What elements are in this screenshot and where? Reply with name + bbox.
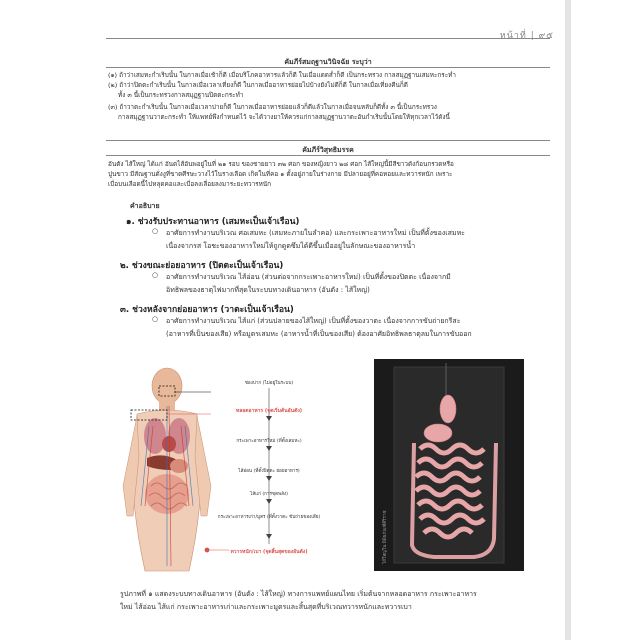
bullet-icon: ○ xyxy=(152,271,159,279)
item-title-1: ๑. ช่วงรับประทานอาหาร (เสมหะเป็นเจ้าเรือน) xyxy=(126,217,300,227)
section-rule xyxy=(106,67,550,68)
text-line: (๒) ถ้าว่าปิตตะกำเริบนั้น ในกาลเมื่อเวลาเที่ยงก็ดี ในกาลเมื่ออาหารย่อยไปบ้างยังไม่ดีก็ดี ในกาลเมื่อเที่ยงคืนก็ดี xyxy=(108,81,408,89)
flow-step-anus: ทวารหนัก/เบา (จุดสิ้นสุดของอันตัง) xyxy=(230,549,308,555)
item-title-2: ๒. ช่วงขณะย่อยอาหาร (ปิตตะเป็นเจ้าเรือน) xyxy=(120,261,284,271)
figure-caption-line: ใหม่ ไส้อ่อน ไส้แก่ กระเพาะอาหารเก่าและกระเพาะมูตรและสิ้นสุดที่บริเวณทวารหนักและทวารเบา xyxy=(120,603,412,611)
item-line: (อาหารที่เป็นของเสีย) หรือมูตรเสมหะ (อาหารน้ำที่เป็นของเสีย) ต้องอาศัยอิทธิพลธาตุลมในการขับออก xyxy=(166,330,472,338)
photo-caption: ไส้ใหญ่ใน พิพิธภัณฑ์ศิริราช xyxy=(383,510,388,564)
arrow-icon xyxy=(266,416,272,421)
intestine-specimen-photo xyxy=(374,359,524,571)
flow-step-mouth: ช่องปาก (ไม่อยู่ในระบบ) xyxy=(244,381,294,386)
item-line: อาศัยการทำงานบริเวณ ไส้อ่อน (ส่วนต่อจากกระเพาะอาหารใหม่) เป็นที่ตั้งของปิตตะ เนื่องจากมี xyxy=(166,273,451,281)
item-line: อิทธิพลของธาตุไฟมากที่สุดในระบบทางเดินอาหาร (อันตัง : ไส้ใหญ่) xyxy=(166,286,370,294)
text-line: ปูนขาว มีสัณฐานดั่งงูที่ขาดศีรษะวางไว้ในรางเลือด เกิดในที่คอ ๑ ตั้งอยู่ภายในร่างกาย มีปลายอยู่ที่คอหอยและทวารหนัก เพราะ xyxy=(108,170,453,178)
item-title-3: ๓. ช่วงหลังจากย่อยอาหาร (วาตะเป็นเจ้าเรือน) xyxy=(120,305,294,315)
section-title-samuthan: คัมภีร์สมฤฐานวินิจฉัย ระบุว่า xyxy=(284,58,372,66)
section-title-visuddhimagga: คัมภีร์วิสุทธิมรรค xyxy=(302,146,354,154)
section-rule xyxy=(106,140,550,141)
text-line: เบื่อบนเลือดนี้ไปหลุดคอและเบื่อลงเลื่อยลงมาระยะทวารหนัก xyxy=(108,180,272,188)
section-rule xyxy=(106,155,550,156)
text-line: ทั้ง ๓ นี้เป็นกระทรวงกาลสมุฏฐานปิตตะกระทำ xyxy=(118,91,244,99)
bullet-icon: ○ xyxy=(152,315,159,323)
text-line: (๓) ถ้าวาตะกำเริบนั้น ในกาลเมื่อเวลาบ่ายก็ดี ในกาลเมื่ออาหารย่อยแล้วก็ดีแล้วในกาลเมื่อจนหลับก็ดีทั้ง ๓ นี้เป็นกระทรวง xyxy=(108,103,437,111)
item-line: อาศัยการทำงานบริเวณ ไส้แก่ (ส่วนปลายของไส้ใหญ่) เป็นที่ตั้งของวาตะ เนื่องจากการขับถ่ายกรีสะ xyxy=(166,317,461,325)
arrow-icon xyxy=(266,476,272,481)
page-number: หน้าที่ | ๙๕ xyxy=(499,31,554,41)
figure-caption-line: รูปภาพที่ ๑ แสดงระบบทางเดินอาหาร (อันตัง : ไส้ใหญ่) ทางการแพทย์แผนไทย เริ่มต้นจากหลอดอาหาร กระเพาะอาหาร xyxy=(120,590,477,598)
flow-step-small-intestine: ไส้อ่อน (ที่ตั้งปิตตะ ย่อยอาหาร) xyxy=(238,469,300,474)
arrow-icon xyxy=(266,534,272,539)
text-line: (๑) ถ้าว่าเสมหะกำเริบนั้น ในกาลเมื่อเช้าก็ดี เมื่อบริโภคอาหารแล้วก็ดี ในเมื่อแดดส่ำก็ดี เป็นกระทรวง กาลสมุฏฐานเสมหะกระทำ xyxy=(108,71,456,79)
page-edge-shadow xyxy=(565,0,571,640)
arrow-icon xyxy=(266,499,272,504)
item-line: อาศัยการทำงานบริเวณ ศอเสมหะ (เสมหะภายในลำคอ) และกระเพาะอาหารใหม่ เป็นที่ตั้งของเสมหะ xyxy=(166,229,465,237)
digestive-flow-diagram xyxy=(119,366,324,576)
bullet-icon: ○ xyxy=(152,227,159,235)
text-line: อันตัง ไส้ใหญ่ ได้แก่ อันตไส้อันพอยู่ในที่ ๒๑ รอบ ของชายยาว ๓๒ ศอก ของหญิงยาว ๒๘ ศอก ไส้ใหญ่นี้มีสีขาวดังก้อนกรวดหรือ xyxy=(108,160,454,168)
flow-step-esophagus: หลอดอาหาร (จุดเริ่มต้นอันตัง) xyxy=(235,408,303,414)
text-line: กาลสมุฏฐานวาตะกระทำ ให้แพทย์พึงกำหนดไว้ จะได้วางยาให้ควรแก่กาลสมุฏฐานวาตะอันกำเริบนั้นโดยให้ทุกเวลาไว้ดังนี้ xyxy=(118,113,450,121)
anatomy-illustration xyxy=(123,368,211,571)
flow-step-large-intestine: ไส้แก่ (การขุดพลัง) xyxy=(250,492,288,497)
arrow-icon xyxy=(266,446,272,451)
document-page xyxy=(86,14,564,640)
flow-step-old-stomach: กระเพาะอาหารเก่า/มูตร (ที่ตั้งวาตะ ขับถ่ายของเสีย) xyxy=(217,515,321,520)
flow-step-new-stomach: กระเพาะอาหารใหม่ (ที่ตั้งเสมหะ) xyxy=(236,439,302,444)
item-line: เนื่องจากรส โอชะของอาหารใหม่ให้ถูกดูดซึมได้ดีขึ้นเมื่ออยู่ในลักษณะของอาหารน้ำ xyxy=(166,242,416,250)
explain-heading: คำอธิบาย xyxy=(130,202,160,210)
flow-end-dot xyxy=(205,548,210,553)
header-rule xyxy=(106,38,550,39)
